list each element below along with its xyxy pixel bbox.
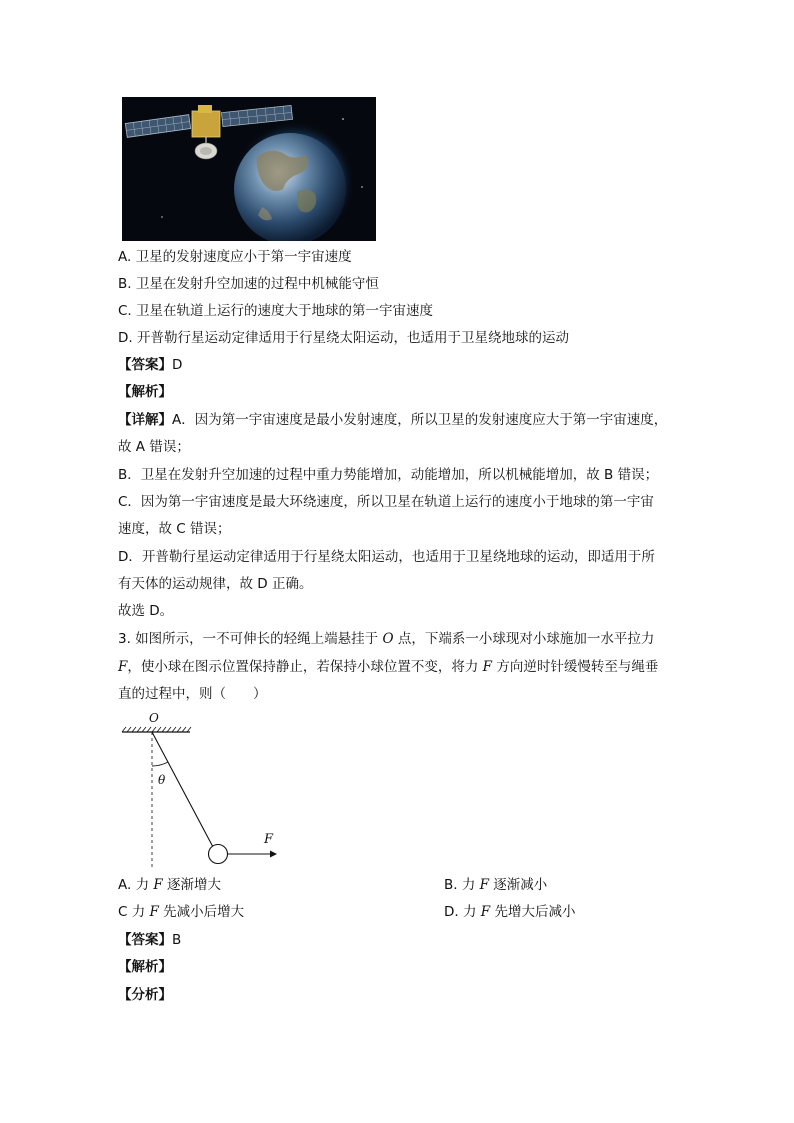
- answer-tag: 【答案】: [118, 357, 172, 373]
- q2-option-c: C. 卫星在轨道上运行的速度大于地球的第一宇宙速度: [118, 303, 434, 319]
- rope: [152, 732, 213, 847]
- pendulum-diagram: [118, 708, 293, 870]
- label-theta: θ: [158, 773, 166, 787]
- detail-tag: 【详解】: [118, 412, 172, 428]
- q3-fenxi-tag: 【分析】: [118, 987, 172, 1003]
- label-f: F: [264, 832, 274, 847]
- q3-option-a: A. 力 F 逐渐增大: [118, 877, 222, 893]
- answer-value: B: [172, 932, 182, 948]
- q3-answer: [118, 930, 181, 950]
- q2-detail-c-1: C．因为第一宇宙速度是最大环绕速度，所以卫星在轨道上运行的速度小于地球的第一宇宙: [118, 494, 654, 510]
- q3-stem-line-3: 直的过程中，则（ ）: [118, 686, 267, 702]
- ball: [209, 845, 228, 864]
- earth-globe: [234, 133, 346, 241]
- q3-stem-line-1: 3. 如图所示，一不可伸长的轻绳上端悬挂于 O 点，下端系一小球现对小球施加一水平拉力: [118, 631, 655, 647]
- q2-detail-d-2: 有天体的运动规律，故 D 正确。: [118, 576, 313, 592]
- q3-option-b: B. 力 F 逐渐减小: [444, 877, 548, 893]
- q2-option-a: A. 卫星的发射速度应小于第一宇宙速度: [118, 249, 352, 265]
- q2-analysis-tag: 【解析】: [118, 384, 172, 400]
- q3-option-c: C 力 F 先减小后增大: [118, 904, 245, 920]
- answer-value: D: [172, 357, 183, 373]
- label-o: O: [149, 711, 159, 725]
- q2-detail-a-2: 故 A 错误；: [118, 439, 190, 455]
- q2-detail-c-2: 速度，故 C 错误；: [118, 521, 231, 537]
- q2-conclusion: 故选 D。: [118, 603, 174, 619]
- q3-stem-line-2: F，使小球在图示位置保持静止，若保持小球位置不变，将力 F 方向逆时针缓慢转至与绳垂: [118, 659, 659, 675]
- q3-analysis-tag: 【解析】: [118, 959, 172, 975]
- ceiling-hatch: [122, 727, 191, 732]
- q2-answer: [118, 355, 182, 375]
- q3-option-d: D. 力 F 先增大后减小: [444, 904, 576, 920]
- angle-arc: [152, 762, 168, 766]
- q2-detail-b: B．卫星在发射升空加速的过程中重力势能增加，动能增加，所以机械能增加，故 B 错误；: [118, 467, 659, 483]
- q2-option-d: D. 开普勒行星运动定律适用于行星绕太阳运动，也适用于卫星绕地球的运动: [118, 330, 569, 346]
- q2-detail-a-1: 【详解】A．因为第一宇宙速度是最小发射速度，所以卫星的发射速度应大于第一宇宙速度，: [118, 412, 668, 428]
- q2-detail-d-1: D．开普勒行星运动定律适用于行星绕太阳运动，也适用于卫星绕地球的运动，即适用于所: [118, 549, 655, 565]
- satellite-earth-image: [122, 97, 376, 241]
- q2-option-b: B. 卫星在发射升空加速的过程中机械能守恒: [118, 276, 379, 292]
- answer-tag: 【答案】: [118, 932, 172, 948]
